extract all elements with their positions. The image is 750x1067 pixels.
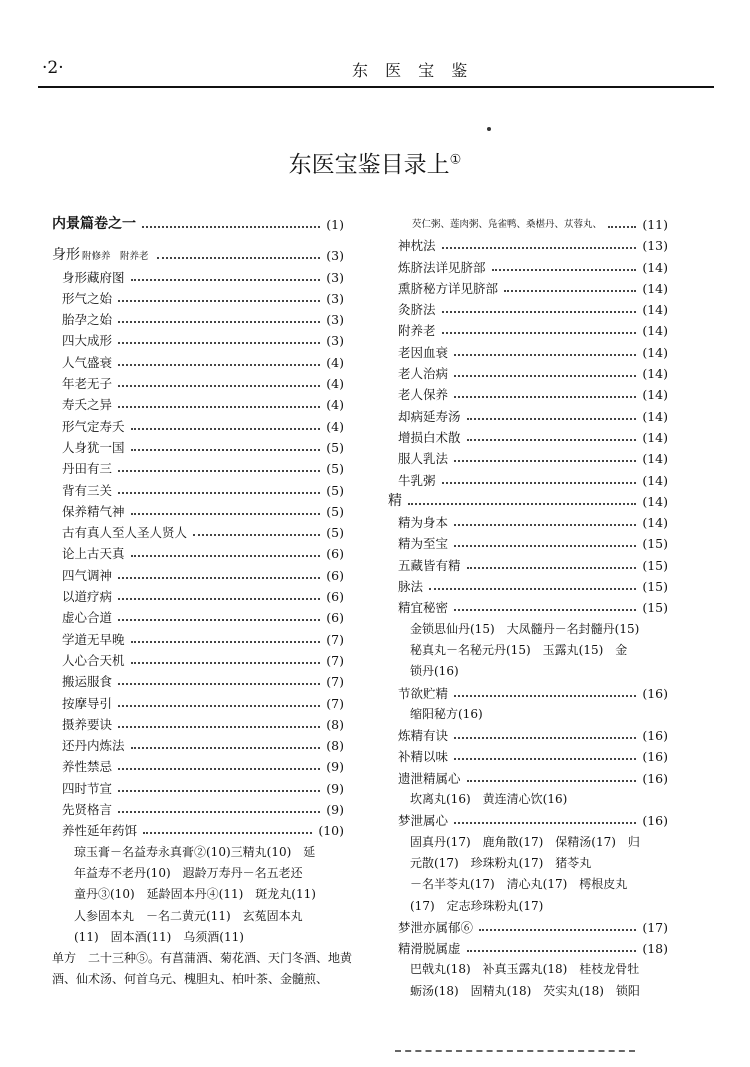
toc-entry-label: 还丹内炼法 — [62, 738, 125, 754]
toc-entry — [52, 394, 344, 415]
leader-dots — [118, 385, 320, 387]
leader-dots — [467, 950, 637, 952]
leader-dots — [454, 524, 636, 526]
toc-entry-page: (14) — [642, 323, 668, 339]
toc-entry — [52, 565, 344, 586]
toc-entry-label: 五藏皆有精 — [398, 557, 461, 573]
leader-dots — [454, 354, 636, 356]
leader-dots — [131, 428, 321, 430]
toc-entry-label: 炼精有诀 — [398, 728, 449, 744]
toc-entry — [388, 555, 668, 576]
toc-entry-label: 梦泄属心 — [398, 813, 449, 829]
leader-dots — [454, 758, 636, 760]
leader-dots — [454, 609, 636, 611]
toc-entry — [52, 820, 344, 841]
leader-dots — [193, 534, 320, 536]
leader-dots — [442, 311, 637, 313]
toc-entry — [388, 235, 668, 256]
toc-entry-label: 梦泄亦属郁⑥ — [398, 919, 474, 935]
leader-dots — [131, 641, 321, 643]
leader-dots — [118, 300, 320, 302]
toc-entry-page: (7) — [326, 695, 344, 711]
leader-dots — [131, 449, 321, 451]
toc-entry-page: (13) — [642, 238, 668, 254]
toc-entry-label: 以道疗病 — [62, 589, 113, 605]
toc-entry — [52, 330, 344, 351]
toc-entry-page: (18) — [642, 941, 668, 957]
toc-entry-label: 丹田有三 — [62, 461, 113, 477]
page-number: ·2· — [42, 58, 64, 78]
toc-entry-label: 论上古天真 — [62, 546, 125, 562]
header-rule — [38, 86, 714, 88]
toc-entry-page: (14) — [642, 515, 668, 531]
toc-entry — [52, 352, 344, 373]
toc-entry — [388, 725, 668, 746]
leader-dots — [608, 226, 636, 228]
toc-entry-label: 按摩导引 — [62, 695, 113, 711]
leader-dots — [118, 705, 320, 707]
leader-dots — [504, 290, 636, 292]
toc-right-column — [388, 214, 668, 1002]
toc-entry — [52, 245, 344, 266]
leader-dots — [118, 492, 320, 494]
toc-entry — [52, 693, 344, 714]
toc-entry — [52, 714, 344, 735]
toc-right-formula-list-2 — [410, 704, 668, 725]
leader-dots — [467, 418, 637, 420]
toc-entry-page: (5) — [326, 461, 344, 477]
toc-entry-label: 摄养要诀 — [62, 716, 113, 732]
toc-text-line: 酒、仙术汤、何首乌元、槐胆丸、柏叶茶、金髓煎、 — [52, 972, 329, 987]
leader-dots — [118, 364, 320, 366]
toc-entry-page: (15) — [642, 536, 668, 552]
toc-entry-page: (14) — [642, 366, 668, 382]
leader-dots — [118, 321, 320, 323]
toc-entry — [52, 522, 344, 543]
toc-left-entries — [52, 214, 344, 842]
toc-entry-page: (3) — [326, 333, 344, 349]
toc-entry-label: 形气定寿夭 — [62, 418, 125, 434]
leader-dots — [118, 619, 320, 621]
toc-entry-label: 精滑脱属虚 — [398, 941, 461, 957]
toc-entry-page: (6) — [326, 589, 344, 605]
toc-entry — [52, 778, 344, 799]
toc-right-entries-2 — [388, 683, 668, 704]
toc-entry — [52, 288, 344, 309]
page-bottom-edge — [395, 1050, 635, 1054]
leader-dots — [131, 555, 321, 557]
toc-entry-label: 四大成形 — [62, 333, 113, 349]
toc-entry-label: 年老无子 — [62, 376, 113, 392]
leader-dots — [492, 269, 637, 271]
toc-entry-page: (1) — [326, 217, 344, 232]
toc-text-line: (11) 固本酒(11) 乌须酒(11) — [74, 929, 244, 944]
toc-entry — [388, 576, 668, 597]
toc-entry-label: 精为至宝 — [398, 536, 449, 552]
toc-entry-page: (8) — [326, 716, 344, 732]
toc-entry-page: (14) — [642, 408, 668, 424]
leader-dots — [131, 662, 321, 664]
toc-entry — [388, 491, 668, 512]
toc-entry-label: 虚心合道 — [62, 610, 113, 626]
toc-text-line: 年益寿不老丹(10) 遐龄万寿丹－名五老还 — [74, 865, 303, 880]
toc-entry-page: (8) — [326, 738, 344, 754]
toc-left-single-recipes — [52, 948, 353, 991]
leader-dots — [454, 695, 636, 697]
toc-entry-label: 精为身本 — [398, 515, 449, 531]
leader-dots — [118, 598, 320, 600]
toc-text-line: 蛎汤(18) 固精丸(18) 芡实丸(18) 锁阳 — [410, 983, 640, 998]
toc-entry-page: (16) — [642, 685, 668, 701]
leader-dots — [479, 929, 636, 931]
leader-dots — [467, 780, 637, 782]
toc-entry-label: 精 — [388, 492, 402, 509]
toc-entry-label: 身形藏府图 — [62, 269, 125, 285]
toc-entry-label: 芡仁粥、莲肉粥、凫雀鸭、桑椹丹、苁蓉丸、 — [412, 219, 603, 230]
toc-entry — [388, 597, 668, 618]
toc-entry-page: (4) — [326, 376, 344, 392]
leader-dots — [454, 545, 636, 547]
toc-entry-label: 先贤格言 — [62, 802, 113, 818]
leader-dots — [142, 226, 320, 228]
toc-entry-label: 人心合天机 — [62, 652, 125, 668]
leader-dots — [454, 460, 636, 462]
title-footnote-mark: ① — [449, 152, 462, 168]
toc-entry-label: 形气之始 — [62, 290, 113, 306]
toc-entry-label: 古有真人至人圣人贤人 — [62, 525, 188, 541]
toc-text-line: 锁丹(16) — [410, 664, 459, 679]
toc-entry — [52, 671, 344, 692]
toc-entry-page: (3) — [326, 312, 344, 328]
toc-entry — [52, 416, 344, 437]
toc-entry-label: 灸脐法 — [398, 302, 436, 318]
toc-entry-page: (6) — [326, 546, 344, 562]
toc-entry — [52, 543, 344, 564]
toc-entry-label: 脉法 — [398, 579, 424, 595]
toc-entry-page: (14) — [642, 302, 668, 318]
toc-entry-page: (15) — [642, 600, 668, 616]
toc-entry — [52, 735, 344, 756]
toc-entry-label: 炼脐法详见脐部 — [398, 259, 486, 275]
toc-entry-page: (15) — [642, 579, 668, 595]
leader-dots — [118, 342, 320, 344]
toc-entry-label: 四时节宣 — [62, 780, 113, 796]
toc-entry-page: (6) — [326, 567, 344, 583]
leader-dots — [454, 822, 636, 824]
toc-entry — [388, 214, 668, 235]
toc-entry — [388, 683, 668, 704]
leader-dots — [157, 257, 321, 259]
toc-entry-page: (9) — [326, 802, 344, 818]
toc-entry-label: 四气调神 — [62, 567, 113, 583]
toc-entry — [388, 320, 668, 341]
toc-entry-label: 补精以味 — [398, 749, 449, 765]
toc-entry-page: (17) — [642, 919, 668, 935]
toc-right-entries — [388, 214, 668, 619]
toc-entry-label: 精宜秘密 — [398, 600, 449, 616]
toc-entry-label: 服人乳法 — [398, 451, 449, 467]
toc-left-formula-list — [74, 842, 344, 948]
toc-entry — [388, 938, 668, 959]
toc-entry-sublabel: 附修养 附养老 — [82, 251, 149, 263]
toc-entry-page: (14) — [642, 344, 668, 360]
leader-dots — [467, 567, 637, 569]
toc-left-column — [52, 214, 353, 991]
toc-text-line: －名半苓丸(17) 清心丸(17) 樗根皮丸 — [410, 877, 628, 892]
toc-entry — [52, 373, 344, 394]
toc-entry-label: 内景篇卷之一 — [52, 216, 136, 232]
toc-text-line: 固真丹(17) 鹿角散(17) 保精汤(17) 归 — [410, 834, 640, 849]
toc-entry — [52, 501, 344, 522]
toc-entry — [388, 810, 668, 831]
toc-right-entries-5 — [388, 917, 668, 960]
toc-text-line: 元散(17) 珍珠粉丸(17) 猪苓丸 — [410, 855, 592, 870]
toc-entry — [388, 363, 668, 384]
toc-entry-page: (14) — [642, 493, 668, 509]
toc-right-entries-3 — [388, 725, 668, 789]
toc-spacer — [52, 235, 344, 245]
toc-entry — [388, 533, 668, 554]
toc-entry-page: (4) — [326, 418, 344, 434]
book-title: 东 医 宝 鉴 — [352, 61, 474, 80]
toc-entry — [52, 607, 344, 628]
leader-dots — [442, 332, 637, 334]
leader-dots — [118, 790, 320, 792]
leader-dots — [408, 503, 636, 505]
leader-dots — [118, 683, 320, 685]
toc-entry — [52, 437, 344, 458]
leader-dots — [143, 832, 312, 834]
toc-right-entries-4 — [388, 810, 668, 831]
leader-dots — [442, 482, 637, 484]
toc-text-line: 巴戟丸(18) 补真玉露丸(18) 桂枝龙骨牡 — [410, 962, 640, 977]
toc-text-line: 琼玉膏－名益寿永真膏②(10)三精丸(10) 延 — [74, 844, 316, 859]
toc-entry — [52, 480, 344, 501]
toc-entry-page: (9) — [326, 759, 344, 775]
toc-entry — [388, 257, 668, 278]
toc-entry-page: (14) — [642, 472, 668, 488]
toc-entry-page: (3) — [326, 248, 344, 264]
toc-entry-label: 胎孕之始 — [62, 312, 113, 328]
toc-entry-page: (11) — [642, 217, 668, 232]
leader-dots — [454, 375, 636, 377]
leader-dots — [467, 439, 637, 441]
leader-dots — [131, 279, 321, 281]
toc-entry-page: (14) — [642, 429, 668, 445]
page-title — [0, 146, 750, 179]
toc-entry — [388, 427, 668, 448]
toc-entry-label: 背有三关 — [62, 482, 113, 498]
leader-dots — [118, 768, 320, 770]
toc-entry — [52, 309, 344, 330]
leader-dots — [118, 811, 320, 813]
toc-entry-label: 熏脐秘方详见脐部 — [398, 280, 499, 296]
toc-entry-page: (3) — [326, 269, 344, 285]
toc-entry — [388, 746, 668, 767]
toc-entry-page: (14) — [642, 387, 668, 403]
toc-entry-page: (7) — [326, 631, 344, 647]
toc-entry-page: (4) — [326, 397, 344, 413]
leader-dots — [118, 726, 320, 728]
toc-text-line: 人参固本丸 －名二黄元(11) 玄菟固本丸 — [74, 908, 303, 923]
toc-entry-label: 保养精气神 — [62, 503, 125, 519]
toc-entry-page: (16) — [642, 813, 668, 829]
toc-entry — [388, 470, 668, 491]
toc-text-line: 缩阳秘方(16) — [410, 706, 483, 721]
toc-entry-label: 遗泄精属心 — [398, 770, 461, 786]
leader-dots — [454, 396, 636, 398]
leader-dots — [118, 470, 320, 472]
toc-text-line: 坎离丸(16) 黄连清心饮(16) — [410, 792, 568, 807]
toc-entry-label: 搬运服食 — [62, 674, 113, 690]
toc-text-line: 单方 二十三种⑤。有菖蒲酒、菊花酒、天门冬酒、地黄 — [52, 951, 353, 966]
toc-entry-page: (3) — [326, 290, 344, 306]
toc-entry — [52, 756, 344, 777]
toc-entry-page: (9) — [326, 780, 344, 796]
leader-dots — [118, 577, 320, 579]
leader-dots — [131, 513, 321, 515]
toc-entry-page: (16) — [642, 749, 668, 765]
toc-entry-page: (6) — [326, 610, 344, 626]
toc-entry-label: 牛乳粥 — [398, 472, 436, 488]
toc-entry-label: 养性禁忌 — [62, 759, 113, 775]
toc-entry-label: 老人保养 — [398, 387, 449, 403]
toc-entry-page: (5) — [326, 525, 344, 541]
toc-right-formula-list-3 — [410, 789, 668, 810]
toc-entry-label: 老人治病 — [398, 366, 449, 382]
toc-entry — [388, 342, 668, 363]
toc-entry-label: 却病延寿汤 — [398, 408, 461, 424]
toc-text-line: 童丹③(10) 延龄固本丹④(11) 斑龙丸(11) — [74, 887, 316, 902]
page-title-text: 东医宝鉴目录上 — [288, 152, 450, 178]
toc-entry-label: 老因血衰 — [398, 344, 449, 360]
toc-entry-label: 寿夭之异 — [62, 397, 113, 413]
toc-entry-page: (5) — [326, 439, 344, 455]
toc-entry-label: 学道无早晚 — [62, 631, 125, 647]
toc-entry — [388, 384, 668, 405]
toc-text-line: (17) 定志珍珠粉丸(17) — [410, 898, 544, 913]
toc-entry — [52, 799, 344, 820]
toc-entry-page: (14) — [642, 280, 668, 296]
toc-entry-page: (10) — [318, 823, 344, 839]
toc-entry-label: 人气盛衰 — [62, 354, 113, 370]
toc-entry-page: (14) — [642, 259, 668, 275]
toc-entry-page: (16) — [642, 728, 668, 744]
running-header — [38, 58, 714, 84]
toc-right-formula-list-5 — [410, 959, 668, 1002]
toc-entry-page: (4) — [326, 354, 344, 370]
leader-dots — [429, 588, 636, 590]
toc-entry-label: 附养老 — [398, 323, 436, 339]
toc-right-formula-list-4 — [410, 832, 668, 917]
toc-entry — [52, 629, 344, 650]
toc-right-formula-list — [410, 619, 668, 683]
toc-text-line: 金锁思仙丹(15) 大凤髓丹－名封髓丹(15) — [410, 621, 640, 636]
toc-entry — [52, 458, 344, 479]
toc-entry-label: 神枕法 — [398, 238, 436, 254]
toc-entry-page: (14) — [642, 451, 668, 467]
ink-speck — [487, 127, 491, 131]
toc-entry-page: (7) — [326, 674, 344, 690]
toc-entry — [52, 214, 344, 235]
toc-entry-page: (5) — [326, 503, 344, 519]
toc-entry-page: (15) — [642, 557, 668, 573]
leader-dots — [118, 406, 320, 408]
toc-entry-page: (5) — [326, 482, 344, 498]
toc-entry — [388, 278, 668, 299]
toc-entry-label: 身形 附修养 附养老 — [52, 247, 149, 264]
toc-entry — [388, 917, 668, 938]
toc-entry-page: (7) — [326, 652, 344, 668]
toc-entry — [388, 768, 668, 789]
leader-dots — [442, 247, 637, 249]
toc-entry-label: 节欲贮精 — [398, 685, 449, 701]
toc-entry-page: (16) — [642, 770, 668, 786]
toc-entry — [388, 448, 668, 469]
toc-entry — [388, 299, 668, 320]
toc-entry — [388, 512, 668, 533]
toc-text-line: 秘真丸－名秘元丹(15) 玉露丸(15) 金 — [410, 642, 628, 657]
toc-entry — [388, 406, 668, 427]
toc-entry-label: 养性延年药饵 — [62, 823, 138, 839]
toc-entry — [52, 650, 344, 671]
toc-entry — [52, 267, 344, 288]
toc-entry — [52, 586, 344, 607]
toc-entry-label: 增损白术散 — [398, 429, 461, 445]
toc-entry-label: 人身犹一国 — [62, 439, 125, 455]
leader-dots — [131, 747, 321, 749]
leader-dots — [454, 737, 636, 739]
